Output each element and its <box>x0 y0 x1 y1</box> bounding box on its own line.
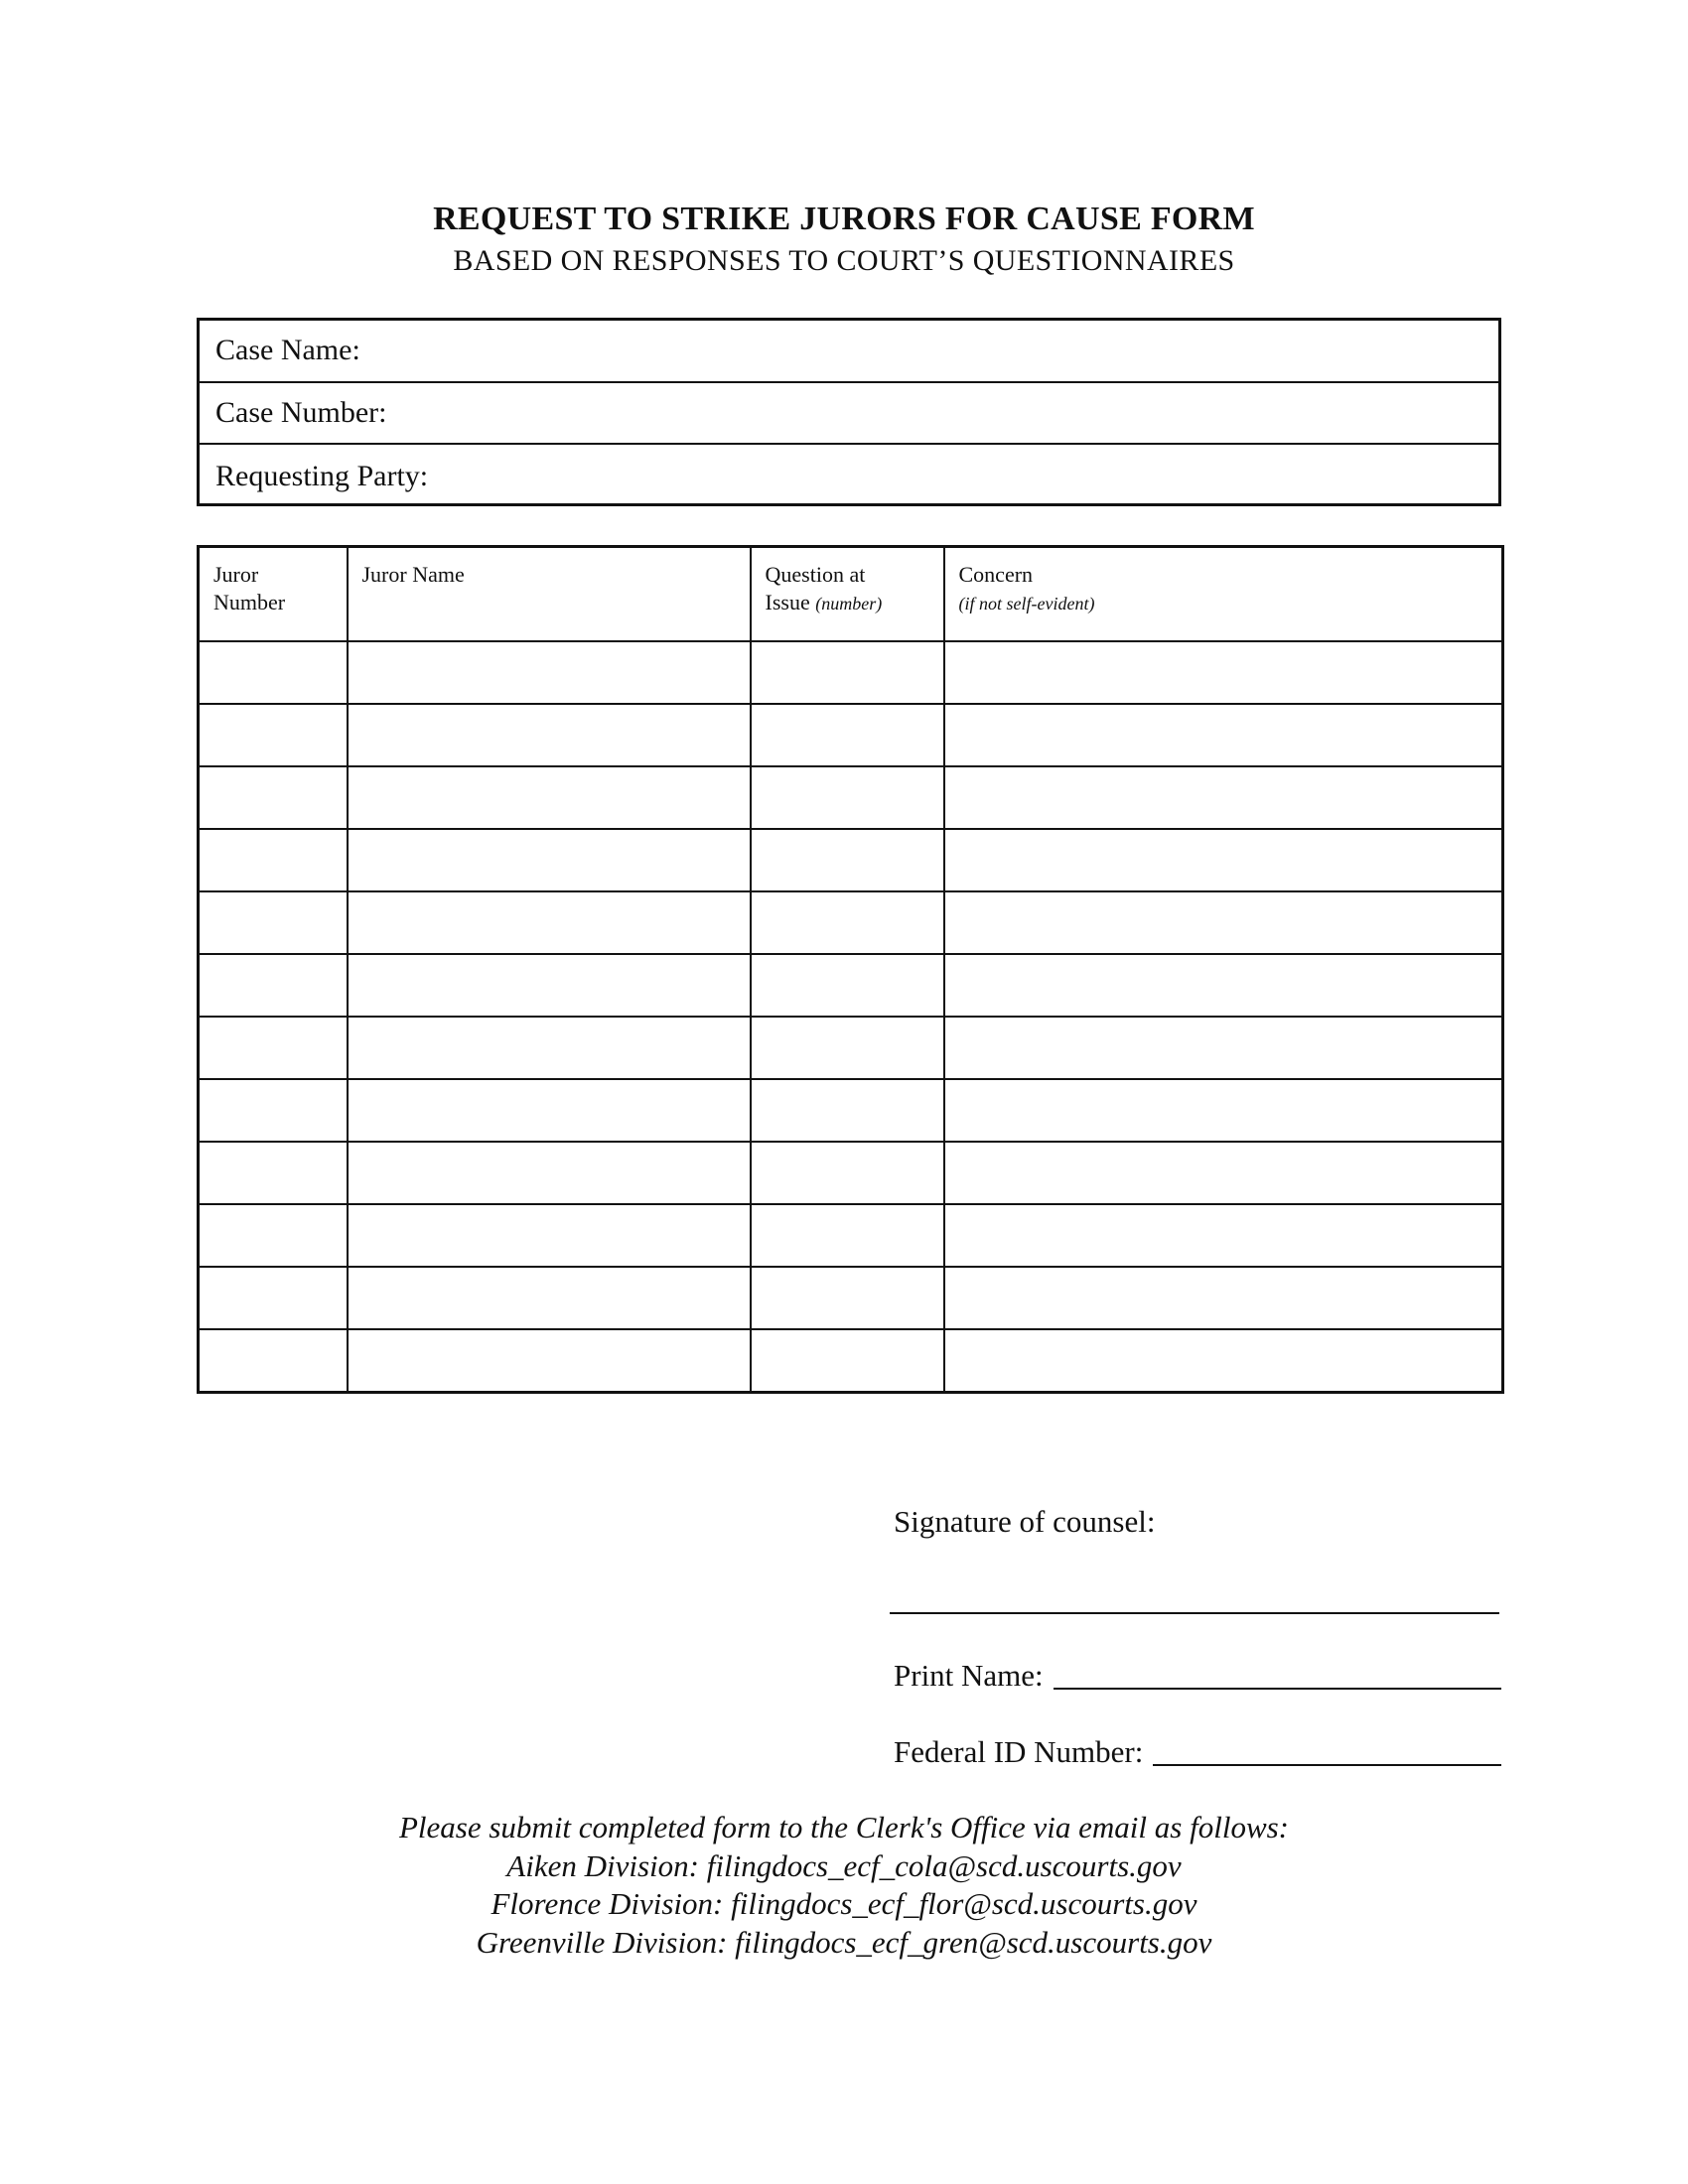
header-concern-label: Concern <box>958 562 1034 587</box>
cell-question-at-issue[interactable] <box>751 1017 944 1079</box>
cell-concern[interactable] <box>944 766 1503 829</box>
cell-juror-number[interactable] <box>199 1142 348 1204</box>
aiken-division-email: Aiken Division: filingdocs_ecf_cola@scd.uscourts.gov <box>506 1847 1182 1883</box>
form-title: REQUEST TO STRIKE JURORS FOR CAUSE FORM <box>433 201 1255 237</box>
federal-id-label: Federal ID Number: <box>894 1734 1144 1769</box>
case-name-field[interactable] <box>200 321 1498 383</box>
table-row <box>199 1267 1503 1329</box>
header-question-line2: Issue <box>765 590 810 614</box>
table-row <box>199 641 1503 704</box>
cell-juror-name[interactable] <box>348 1329 751 1393</box>
cell-question-at-issue[interactable] <box>751 641 944 704</box>
cell-question-at-issue[interactable] <box>751 1267 944 1329</box>
cell-juror-name[interactable] <box>348 954 751 1017</box>
cell-question-at-issue[interactable] <box>751 891 944 954</box>
federal-id-line[interactable] <box>1153 1763 1501 1766</box>
header-juror-number <box>199 547 348 642</box>
cell-concern[interactable] <box>944 1267 1503 1329</box>
header-question-note: (number) <box>815 594 883 614</box>
cell-question-at-issue[interactable] <box>751 829 944 891</box>
cell-juror-number[interactable] <box>199 704 348 766</box>
cell-concern[interactable] <box>944 891 1503 954</box>
table-row <box>199 891 1503 954</box>
cell-concern[interactable] <box>944 1204 1503 1267</box>
cell-juror-name[interactable] <box>348 704 751 766</box>
case-number-field[interactable] <box>200 383 1498 446</box>
cell-juror-number[interactable] <box>199 891 348 954</box>
table-row <box>199 954 1503 1017</box>
cell-juror-number[interactable] <box>199 1204 348 1267</box>
cell-juror-number[interactable] <box>199 829 348 891</box>
cell-juror-number[interactable] <box>199 1017 348 1079</box>
table-header-row <box>199 547 1503 642</box>
print-name-line[interactable] <box>1054 1687 1501 1690</box>
cell-juror-number[interactable] <box>199 1267 348 1329</box>
greenville-division-email: Greenville Division: filingdocs_ecf_gren@scd.uscourts.gov <box>476 1924 1212 1960</box>
case-name-label: Case Name: <box>215 334 360 367</box>
table-row <box>199 1204 1503 1267</box>
cell-question-at-issue[interactable] <box>751 766 944 829</box>
cell-concern[interactable] <box>944 1017 1503 1079</box>
header-juror-name-label: Juror Name <box>361 562 465 587</box>
cell-question-at-issue[interactable] <box>751 704 944 766</box>
cell-juror-name[interactable] <box>348 1142 751 1204</box>
header-concern-note: (if not self-evident) <box>958 594 1095 614</box>
requesting-party-field[interactable] <box>200 445 1498 507</box>
cell-concern[interactable] <box>944 954 1503 1017</box>
header-juror-name <box>348 547 751 642</box>
table-row <box>199 1017 1503 1079</box>
cell-juror-name[interactable] <box>348 641 751 704</box>
requesting-party-label: Requesting Party: <box>215 459 429 492</box>
submission-instructions <box>0 1809 1688 1962</box>
cell-juror-name[interactable] <box>348 766 751 829</box>
cell-concern[interactable] <box>944 829 1503 891</box>
juror-strike-table <box>197 545 1504 1394</box>
cell-juror-name[interactable] <box>348 1267 751 1329</box>
header-concern <box>944 547 1503 642</box>
cell-juror-name[interactable] <box>348 829 751 891</box>
table-row <box>199 766 1503 829</box>
header-question-at-issue <box>751 547 944 642</box>
cell-question-at-issue[interactable] <box>751 1329 944 1393</box>
cell-concern[interactable] <box>944 704 1503 766</box>
florence-division-email: Florence Division: filingdocs_ecf_flor@scd.uscourts.gov <box>491 1886 1197 1921</box>
cell-concern[interactable] <box>944 1142 1503 1204</box>
cell-juror-number[interactable] <box>199 641 348 704</box>
print-name-label: Print Name: <box>894 1658 1044 1693</box>
cell-concern[interactable] <box>944 1079 1503 1142</box>
cell-question-at-issue[interactable] <box>751 1079 944 1142</box>
print-name-field[interactable] <box>894 1658 1501 1694</box>
table-row <box>199 1142 1503 1204</box>
case-number-label: Case Number: <box>215 396 387 430</box>
table-row <box>199 1329 1503 1393</box>
cell-juror-number[interactable] <box>199 1329 348 1393</box>
header-question-line1: Question at <box>765 562 866 587</box>
cell-juror-number[interactable] <box>199 766 348 829</box>
cell-question-at-issue[interactable] <box>751 1142 944 1204</box>
cell-juror-number[interactable] <box>199 1079 348 1142</box>
cell-juror-number[interactable] <box>199 954 348 1017</box>
table-row <box>199 704 1503 766</box>
cell-juror-name[interactable] <box>348 1079 751 1142</box>
cell-concern[interactable] <box>944 1329 1503 1393</box>
table-row <box>199 829 1503 891</box>
signature-line[interactable] <box>890 1612 1499 1614</box>
cell-juror-name[interactable] <box>348 1017 751 1079</box>
federal-id-field[interactable] <box>894 1734 1501 1770</box>
header-juror-number-line1: Juror <box>213 562 259 587</box>
cell-juror-name[interactable] <box>348 1204 751 1267</box>
table-row <box>199 1079 1503 1142</box>
form-subtitle: BASED ON RESPONSES TO COURT’S QUESTIONNAIRES <box>453 244 1235 277</box>
signature-of-counsel-label: Signature of counsel: <box>894 1504 1156 1539</box>
cell-question-at-issue[interactable] <box>751 1204 944 1267</box>
table-body <box>199 641 1503 1393</box>
case-info-box <box>197 318 1501 506</box>
instructions-lead: Please submit completed form to the Clerk's Office via email as follows: <box>398 1810 1290 1844</box>
header-juror-number-line2: Number <box>213 590 286 614</box>
cell-question-at-issue[interactable] <box>751 954 944 1017</box>
cell-juror-name[interactable] <box>348 891 751 954</box>
cell-concern[interactable] <box>944 641 1503 704</box>
